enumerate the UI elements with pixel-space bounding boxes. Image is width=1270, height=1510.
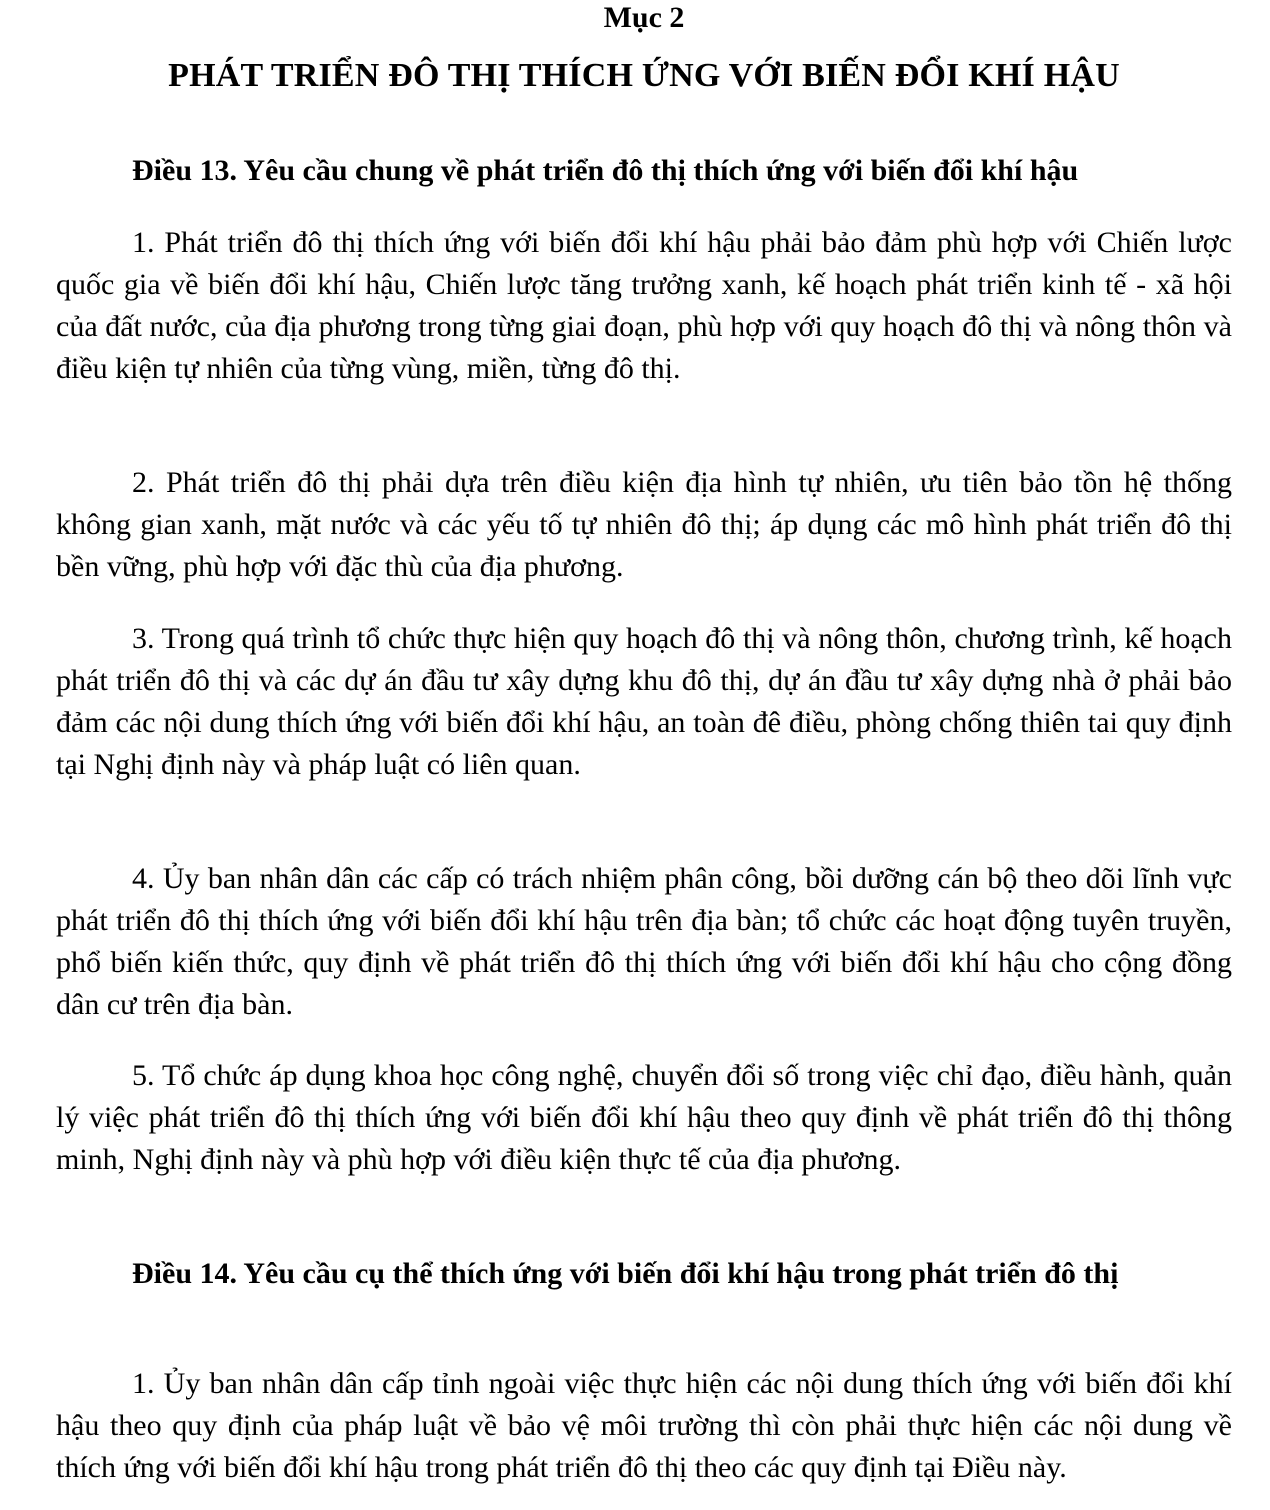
paragraph: 1. Phát triển đô thị thích ứng với biến đổi khí hậu phải bảo đảm phù hợp với Chiến lược quốc gia về biến đổi khí hậu, Chiến lược tăng trưởng xanh, kế hoạch phát triển kinh tế - xã hội của đất nước, của địa phương trong từng giai đoạn, phù hợp với quy hoạch đô thị và nông thôn và điều kiện tự nhiên của từng vùng, miền, từng đô thị. (56, 226, 1232, 385)
article-14-para-1 (56, 1363, 1232, 1489)
paragraph: 4. Ủy ban nhân dân các cấp có trách nhiệm phân công, bồi dưỡng cán bộ theo dõi lĩnh vực phát triển đô thị thích ứng với biến đổi khí hậu trên địa bàn; tổ chức các hoạt động tuyên truyền, phổ biến kiến thức, quy định về phát triển đô thị thích ứng với biến đổi khí hậu cho cộng đồng dân cư trên địa bàn. (56, 862, 1232, 1021)
article-13-para-5 (56, 1055, 1232, 1181)
section-label: Mục 2 (603, 1, 685, 34)
article-13-para-3 (56, 618, 1232, 786)
paragraph: 1. Ủy ban nhân dân cấp tỉnh ngoài việc thực hiện các nội dung thích ứng với biến đổi khí hậu theo quy định của pháp luật về bảo vệ môi trường thì còn phải thực hiện các nội dung về thích ứng với biến đổi khí hậu trong phát triển đô thị theo các quy định tại Điều này. (56, 1367, 1232, 1484)
article-13-heading-block (56, 150, 1232, 192)
article-heading: Điều 13. Yêu cầu chung về phát triển đô thị thích ứng với biến đổi khí hậu (132, 154, 1079, 187)
paragraph: 3. Trong quá trình tổ chức thực hiện quy hoạch đô thị và nông thôn, chương trình, kế hoạch phát triển đô thị và các dự án đầu tư xây dựng khu đô thị, dự án đầu tư xây dựng nhà ở phải bảo đảm các nội dung thích ứng với biến đổi khí hậu, an toàn đê điều, phòng chống thiên tai quy định tại Nghị định này và pháp luật có liên quan. (56, 622, 1232, 781)
article-14-heading-block (56, 1253, 1232, 1295)
paragraph: 5. Tổ chức áp dụng khoa học công nghệ, chuyển đổi số trong việc chỉ đạo, điều hành, quản lý việc phát triển đô thị thích ứng với biến đổi khí hậu theo quy định về phát triển đô thị thông minh, Nghị định này và phù hợp với điều kiện thực tế của địa phương. (56, 1059, 1232, 1176)
article-13-para-4 (56, 858, 1232, 1026)
article-heading: Điều 14. Yêu cầu cụ thể thích ứng với biến đổi khí hậu trong phát triển đô thị (132, 1257, 1119, 1290)
article-13-para-1 (56, 222, 1232, 390)
paragraph: 2. Phát triển đô thị phải dựa trên điều kiện địa hình tự nhiên, ưu tiên bảo tồn hệ thống không gian xanh, mặt nước và các yếu tố tự nhiên đô thị; áp dụng các mô hình phát triển đô thị bền vững, phù hợp với đặc thù của địa phương. (56, 466, 1232, 583)
article-13-para-2 (56, 462, 1232, 588)
section-title: PHÁT TRIỂN ĐÔ THỊ THÍCH ỨNG VỚI BIẾN ĐỔI KHÍ HẬU (168, 57, 1120, 94)
